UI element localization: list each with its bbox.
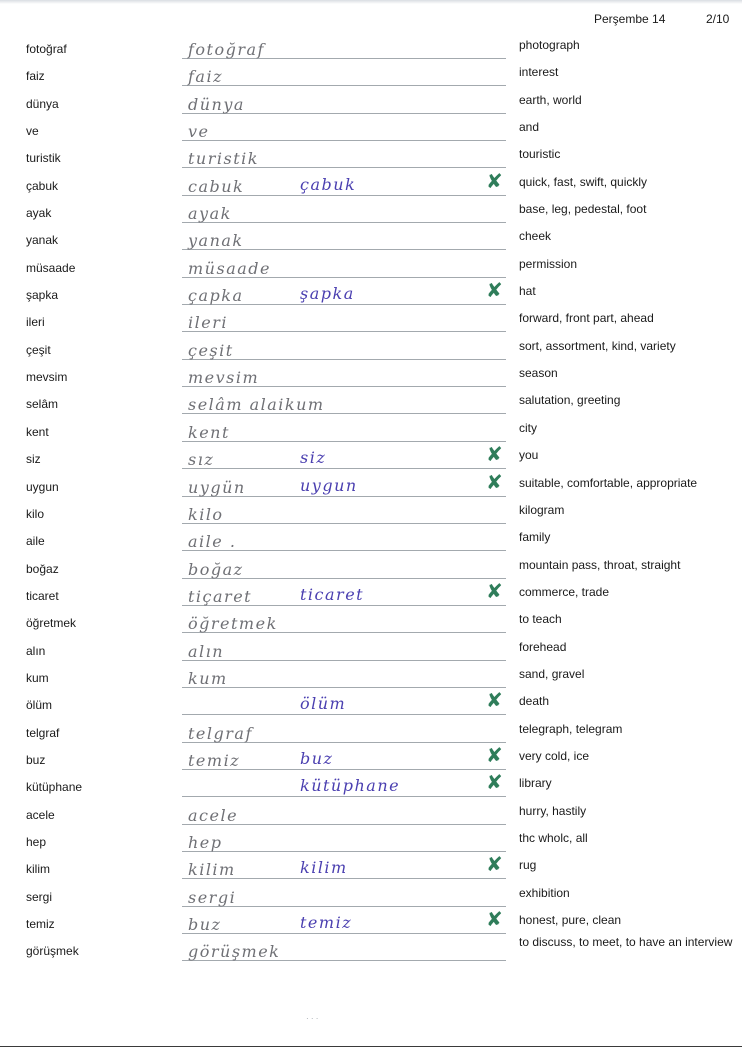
turkish-word: siz: [26, 452, 41, 467]
handwritten-attempt: çapka: [188, 286, 244, 306]
handwritten-correction: şapka: [300, 284, 355, 304]
turkish-word: çabuk: [26, 178, 59, 193]
turkish-word: alın: [26, 643, 46, 658]
english-translation: forward, front part, ahead: [519, 311, 654, 326]
vocab-row: [0, 640, 742, 667]
english-translation: honest, pure, clean: [519, 913, 622, 927]
turkish-word: ileri: [26, 315, 45, 330]
handwritten-attempt: fotoğraf: [188, 40, 265, 59]
writing-line: [182, 85, 506, 86]
turkish-word: çeşit: [26, 342, 51, 357]
handwritten-correction: kilim: [300, 858, 348, 878]
turkish-word: ticaret: [26, 588, 59, 603]
english-translation: mountain pass, throat, straight: [519, 557, 681, 572]
turkish-word: kilo: [26, 506, 45, 521]
english-translation: thc wholc, all: [519, 830, 588, 845]
cross-mark-icon: ✘: [486, 578, 503, 603]
footer-dots: · · ·: [306, 1014, 319, 1023]
vocab-row: [0, 578, 742, 612]
english-translation: commerce, trade: [519, 584, 610, 599]
vocab-row: [0, 831, 742, 858]
vocab-row: [0, 722, 742, 749]
vocab-row: [0, 469, 742, 503]
turkish-word: kütüphane: [26, 780, 83, 795]
handwritten-attempt: tiçaret: [188, 586, 253, 606]
turkish-word: ayak: [26, 206, 52, 221]
handwritten-correction: kütüphane: [300, 776, 401, 796]
handwritten-attempt: cabuk: [188, 176, 245, 196]
english-translation: to discuss, to meet, to have an interview: [519, 935, 733, 950]
vocab-row: [0, 202, 742, 229]
handwritten-attempt: faiz: [188, 67, 224, 87]
english-translation: you: [519, 448, 539, 463]
handwritten-correction: temiz: [300, 913, 353, 932]
handwritten-attempt: ileri: [188, 313, 228, 333]
handwritten-attempt: telgraf: [188, 723, 253, 743]
turkish-word: boğaz: [26, 561, 59, 576]
header-date: Perşembe 14: [594, 12, 666, 26]
turkish-word: müsaade: [26, 260, 76, 275]
turkish-word: kum: [26, 670, 49, 685]
handwritten-attempt: temiz: [188, 750, 241, 770]
vocab-row: [0, 503, 742, 530]
writing-line: [182, 714, 506, 715]
vocab-row: [0, 667, 742, 694]
turkish-word: şapka: [26, 288, 59, 303]
vocab-row: [0, 688, 742, 721]
handwritten-correction: ticaret: [300, 584, 365, 604]
vocab-row: [0, 93, 742, 120]
english-translation: sand, gravel: [519, 666, 585, 681]
vocab-row: [0, 770, 742, 803]
handwritten-attempt: sız: [188, 450, 215, 470]
english-translation: hat: [519, 284, 536, 299]
handwritten-attempt: sergi: [188, 887, 237, 907]
handwritten-attempt: çeşit: [188, 340, 234, 360]
turkish-word: öğretmek: [26, 616, 77, 631]
writing-line: [182, 331, 506, 332]
turkish-word: ve: [26, 124, 39, 139]
handwritten-correction: buz: [300, 748, 334, 768]
vocab-row: [0, 257, 742, 284]
english-translation: telegraph, telegram: [519, 721, 623, 736]
handwritten-attempt: öğretmek: [188, 614, 278, 634]
handwritten-attempt: ve: [188, 122, 210, 142]
handwritten-attempt: buz: [188, 915, 222, 934]
cross-mark-icon: ✘: [486, 442, 503, 467]
english-translation: exhibition: [519, 885, 570, 900]
english-translation: cheek: [519, 229, 552, 244]
vocab-row: [0, 229, 742, 256]
cross-mark-icon: ✘: [486, 278, 503, 303]
cross-mark-icon: ✘: [486, 907, 503, 931]
turkish-word: ölüm: [26, 698, 53, 713]
vocab-row: [0, 38, 742, 65]
vocab-row: [0, 147, 742, 174]
handwritten-correction: ölüm: [300, 694, 347, 714]
writing-line: [182, 523, 506, 524]
cross-mark-icon: ✘: [486, 770, 503, 795]
english-translation: to teach: [519, 612, 562, 627]
handwritten-attempt: alın: [188, 641, 225, 661]
vocab-row: [0, 366, 742, 393]
handwritten-attempt: kum: [188, 668, 228, 688]
vocab-row: [0, 311, 742, 338]
turkish-word: yanak: [26, 233, 59, 248]
english-translation: family: [519, 530, 551, 545]
handwritten-attempt: boğaz: [188, 559, 244, 579]
english-translation: photograph: [519, 38, 580, 52]
turkish-word: fotoğraf: [26, 42, 67, 56]
english-translation: touristic: [519, 147, 561, 162]
handwritten-correction: uygun: [300, 475, 358, 495]
english-translation: sort, assortment, kind, variety: [519, 338, 676, 353]
turkish-word: acele: [26, 807, 55, 822]
handwritten-attempt: mevsim: [188, 368, 260, 388]
turkish-word: faiz: [26, 69, 45, 84]
vocab-row: [0, 339, 742, 366]
english-translation: death: [519, 694, 550, 709]
english-translation: permission: [519, 256, 578, 271]
english-translation: hurry, hastily: [519, 803, 587, 818]
english-translation: interest: [519, 65, 559, 80]
handwritten-attempt: hep: [188, 832, 223, 852]
turkish-word: uygun: [26, 479, 59, 494]
turkish-word: telgraf: [26, 725, 60, 740]
bottom-edge: [0, 1046, 742, 1047]
turkish-word: temiz: [26, 917, 55, 931]
english-translation: suitable, comfortable, appropriate: [519, 475, 698, 490]
english-translation: earth, world: [519, 92, 582, 107]
vocab-row: [0, 852, 742, 885]
turkish-word: mevsim: [26, 370, 68, 385]
turkish-word: hep: [26, 834, 47, 849]
writing-line: [182, 441, 506, 442]
vocabulary-list: [0, 38, 742, 968]
vocab-row: [0, 742, 742, 776]
turkish-word: buz: [26, 752, 46, 767]
cross-mark-icon: ✘: [486, 469, 503, 494]
vocab-row: [0, 393, 742, 420]
writing-line: [182, 851, 506, 852]
english-translation: season: [519, 366, 558, 381]
english-translation: base, leg, pedestal, foot: [519, 202, 647, 217]
handwritten-attempt: acele: [188, 805, 239, 825]
handwritten-attempt: kent: [188, 422, 230, 442]
handwritten-attempt: kilim: [188, 860, 236, 880]
handwritten-attempt: kilo: [188, 504, 224, 524]
handwritten-attempt: yanak: [188, 231, 244, 251]
cross-mark-icon: ✘: [486, 852, 503, 877]
page-number: 2/10: [706, 12, 730, 26]
english-translation: forehead: [519, 639, 567, 654]
writing-line: [182, 468, 506, 469]
english-translation: salutation, greeting: [519, 393, 621, 408]
writing-line: [182, 140, 506, 141]
vocab-row: [0, 120, 742, 147]
english-translation: rug: [519, 858, 537, 873]
handwritten-attempt: turistik: [188, 149, 259, 169]
vocab-row: [0, 65, 742, 92]
turkish-word: aile: [26, 534, 45, 549]
english-translation: city: [519, 420, 537, 435]
vocab-row: [0, 804, 742, 831]
handwritten-attempt: uygün: [188, 477, 246, 497]
handwritten-attempt: dünya: [188, 94, 245, 114]
writing-line: [182, 687, 506, 688]
vocab-row: [0, 530, 742, 557]
english-translation: and: [519, 120, 540, 135]
vocab-row: [0, 168, 742, 202]
writing-line: [182, 933, 506, 934]
vocab-row: [0, 421, 742, 448]
english-translation: library: [519, 776, 552, 791]
turkish-word: kilim: [26, 862, 50, 877]
handwritten-attempt: selâm alaikum: [188, 395, 325, 415]
handwritten-attempt: ayak: [188, 204, 232, 224]
vocab-row: [0, 612, 742, 639]
turkish-word: turistik: [26, 151, 61, 166]
english-translation: quick, fast, swift, quickly: [519, 174, 648, 189]
cross-mark-icon: ✘: [486, 742, 503, 767]
writing-line: [182, 660, 506, 661]
turkish-word: sergi: [26, 889, 53, 904]
handwritten-attempt: aile .: [188, 532, 237, 552]
turkish-word: görüşmek: [26, 944, 79, 959]
handwritten-attempt: görüşmek: [188, 942, 281, 962]
handwritten-correction: siz: [300, 448, 327, 468]
cross-mark-icon: ✘: [486, 168, 503, 193]
vocab-row: [0, 442, 742, 475]
cross-mark-icon: ✘: [486, 688, 503, 713]
vocab-row: [0, 935, 742, 967]
english-translation: kilogram: [519, 502, 565, 517]
vocab-row: [0, 558, 742, 585]
writing-line: [182, 796, 506, 797]
handwritten-attempt: müsaade: [188, 258, 271, 278]
turkish-word: dünya: [26, 96, 59, 111]
top-edge: [0, 0, 742, 4]
english-translation: very cold, ice: [519, 748, 590, 763]
vocab-row: [0, 278, 742, 311]
handwritten-correction: çabuk: [300, 174, 357, 194]
vocab-row: [0, 886, 742, 913]
turkish-word: kent: [26, 424, 49, 439]
turkish-word: selâm: [26, 397, 59, 412]
